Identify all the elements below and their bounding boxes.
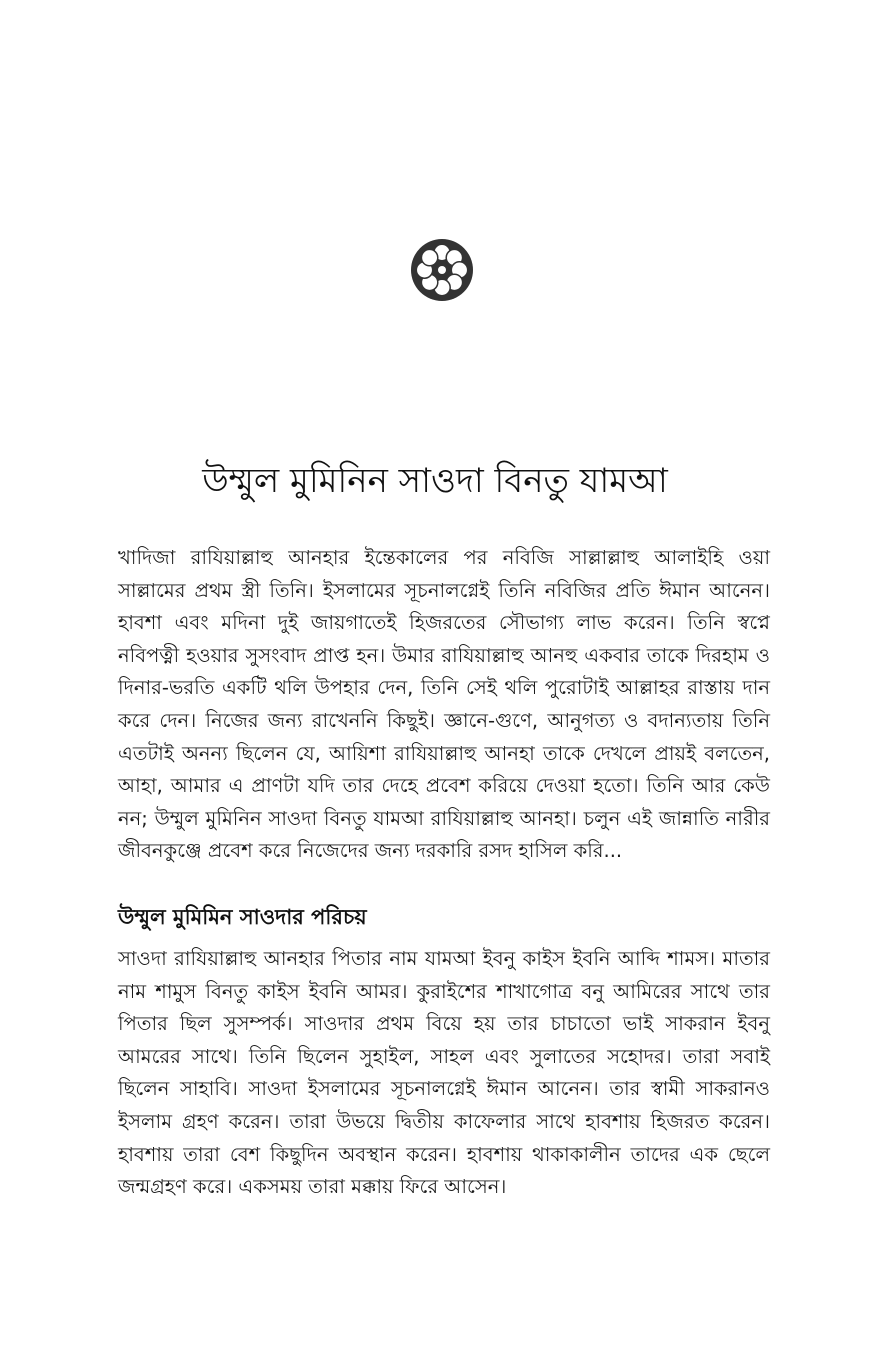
section-heading: উম্মুল মুমিমিন সাওদার পরিচয় bbox=[118, 905, 367, 929]
intro-paragraph: খাদিজা রাযিয়াল্লাহু আনহার ইন্তেকালের পর নবিজি সাল্লাল্লাহু আলাইহি ওয়া সাল্লামের প্রথম স্ত্রী তিনি। ইসলামের সূচনালগ্নেই তিনি নবিজির প্রতি ঈমান আনেন। হাবশা এবং মদিনা দুই জায়গাতেই হিজরতের সৌভাগ্য লাভ করেন। তিনি স্বপ্নে নবিপত্নী হওয়ার সুসংবাদ প্রাপ্ত হন। উমার রাযিয়াল্লাহু আনহু একবার তাকে দিরহাম ও দিনার-ভরতি একটি থলি উপহার দেন, তিনি সেই থলি পুরোটাই আল্লাহর রাস্তায় দান করে দেন। নিজের জন্য রাখেননি কিছুই। জ্ঞানে-গুণে, আনুগত্য ও বদান্যতায় তিনি এতটাই অনন্য ছিলেন যে, আয়িশা রাযিয়াল্লাহু আনহা তাকে দেখলে প্রায়ই বলতেন, আহা, আমার এ প্রাণটা যদি তার দেহে প্রবেশ করিয়ে দেওয়া হতো। তিনি আর কেউ নন; উম্মুল মুমিনিন সাওদা বিনতু যামআ রাযিয়াল্লাহু আনহা। চলুন এই জান্নাতি নারীর জীবনকুঞ্জে প্রবেশ করে নিজেদের জন্য দরকারি রসদ হাসিল করি... bbox=[118, 546, 770, 863]
flower-ornament-icon bbox=[409, 237, 475, 303]
section-paragraph: সাওদা রাযিয়াল্লাহু আনহার পিতার নাম যামআ ইবনু কাইস ইবনি আব্দি শামস। মাতার নাম শামুস বিনতু কাইস ইবনি আমর। কুরাইশের শাখাগোত্র বনু আমিরের সাথে তার পিতার ছিল সুসম্পর্ক। সাওদার প্রথম বিয়ে হয় তার চাচাতো ভাই সাকরান ইবনু আমরের সাথে। তিনি ছিলেন সুহাইল, সাহল এবং সুলাতের সহোদর। তারা সবাই ছিলেন সাহাবি। সাওদা ইসলামের সূচনালগ্নেই ঈমান আনেন। তার স্বামী সাকরানও ইসলাম গ্রহণ করেন। তারা উভয়ে দ্বিতীয় কাফেলার সাথে হাবশায় হিজরত করেন। হাবশায় তারা বেশ কিছুদিন অবস্থান করেন। হাবশায় থাকাকালীন তাদের এক ছেলে জন্মগ্রহণ করে। একসময় তারা মক্কায় ফিরে আসেন। bbox=[118, 947, 770, 1199]
chapter-title: উম্মুল মুমিনিন সাওদা বিনতু যামআ bbox=[202, 461, 668, 501]
